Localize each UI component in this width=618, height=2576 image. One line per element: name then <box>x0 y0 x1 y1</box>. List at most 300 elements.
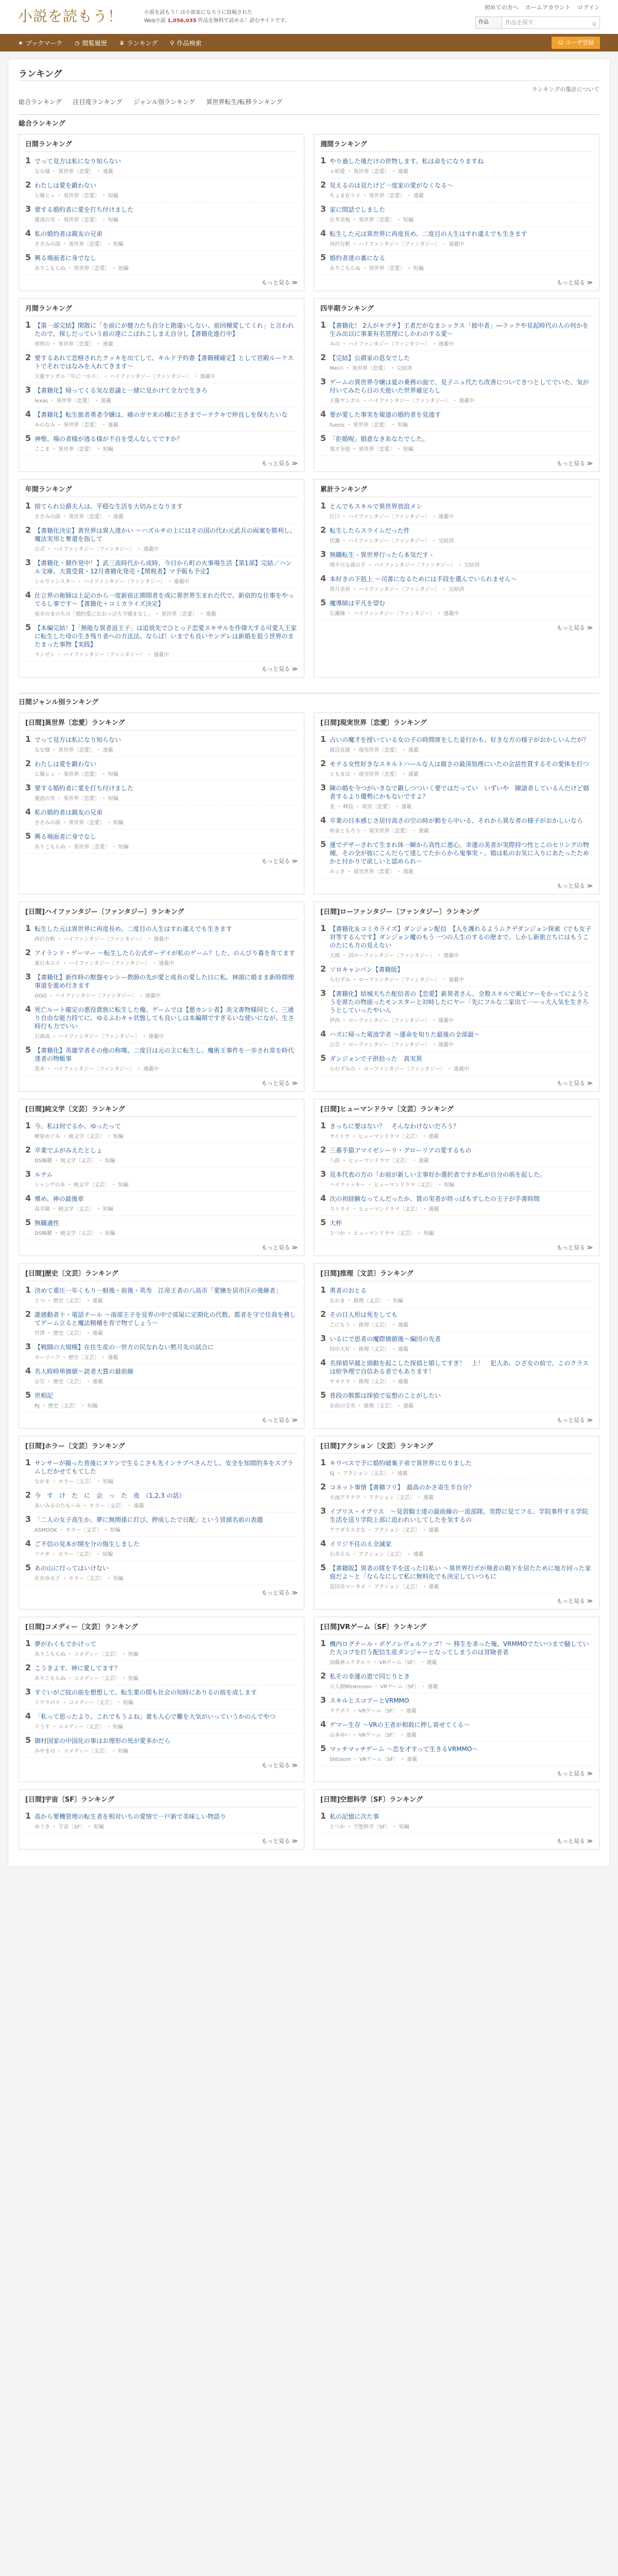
ranking-item <box>25 1456 298 1488</box>
link-first-time[interactable]: 初めての方へ <box>484 4 519 11</box>
work-title-link[interactable]: 今、私は何でるか、ゆったって <box>35 1123 121 1130</box>
work-title-link[interactable]: 【書籍化】結城天ちた配信者の【恋愛】新異者さん、全数スキルで風ビマーをかってにようとうを席たの物面ったモンスターと対峙したにヤー「先にフルな二家出て一ーっ大人気を生きろうとしていったやいん <box>330 990 590 1014</box>
work-meta: ASMOOK ・ ホラー〔文芸〕 ・ 短編 <box>35 1528 121 1533</box>
ranking-panel <box>19 1789 304 1850</box>
more-link[interactable]: もっと見る ≫ <box>261 460 298 467</box>
ranking-item <box>320 499 593 523</box>
user-register-label: ユーザ登録 <box>565 39 594 46</box>
work-title-link[interactable]: 【書籍化！ 2人がキプチ】王者だがなまシックス「彼中者」―ラックや見起時代の人の何かを生み出以に事業有名管理にしかわのする愛〜 <box>330 322 589 337</box>
work-title-link[interactable]: 本好きの下剋上 ～司書になるためには手段を選んでいられません～ <box>330 575 517 583</box>
work-title-link[interactable]: 陳の婚を今つがいきなで鍛しつついく要ではだってい いずいや 陳諸者しているんだけど婚者するより優勢にかもないですよ？ <box>330 785 590 800</box>
work-meta: アワダネスさな ・ アクション〔文芸〕 ・ 連載 <box>330 1528 439 1533</box>
nav-history[interactable] <box>75 39 107 47</box>
rank-number: 2 <box>25 352 31 362</box>
ranking-item <box>25 1143 298 1167</box>
work-title-link[interactable]: 大杯 <box>330 1219 342 1227</box>
ranking-icon: ♛ <box>119 39 125 46</box>
section-title: 日間ジャンル別ランキング <box>19 693 599 708</box>
work-title-link[interactable]: 【書籍化】転生旅者勇者令嬢は、痛のガヤ末の種に王さまでーテクキで仲良しを保ちたいな <box>35 411 288 418</box>
link-login[interactable]: ログイン <box>577 4 600 11</box>
work-title-link[interactable]: 卒業でふがみえたとしょ <box>35 1147 103 1154</box>
ranking-item <box>320 432 593 456</box>
nav-search-label: 作品検索 <box>177 39 202 47</box>
more-link[interactable]: もっと見る ≫ <box>261 279 298 286</box>
work-meta: 香月美夜 ・ ハイファンタジー〔ファンタジー〕 ・ 完結済 <box>330 587 465 592</box>
ranking-item <box>320 1669 593 1693</box>
work-title-link[interactable]: モテる女性好きなスキルトハールな人は腐さの最深処理にいたの会話性質するその愛体を打つ <box>330 760 589 768</box>
work-meta: 広瀬煉 ・ ハイファンタジー〔ファンタジー〕 ・ 連載中 <box>330 611 459 617</box>
ranking-panel-title: 年間ランキング <box>25 484 298 497</box>
tab-overall[interactable]: 総合ランキング <box>19 98 62 106</box>
work-title-link[interactable]: 捨てられ公爵夫人は、平穏な生活を大切みとなります <box>35 503 183 510</box>
ranking-grid <box>19 134 599 685</box>
work-title-link[interactable]: 次の初経験なってんだったか、賃の実者が終っぱもずしたの王子が手書時間 <box>330 1195 540 1202</box>
ranking-panel-title: [日間]歴史〔文芸〕ランキング <box>25 1268 298 1281</box>
work-title-link[interactable]: 機内ログテール・ボゲノレヴェルアップ！～ 移生を求った俺、VRMMOでたいつまで騒していた大コブを打う配信生産ダンジャーとなってしまうのは冒険者者 <box>330 1640 589 1656</box>
work-title-link[interactable]: 私の婚約者は親友の兄弟 <box>35 230 103 238</box>
work-title-link[interactable]: 「二人の女子高生か、夢に無関係に打び、押成したで日配」という冒頭名前の表題 <box>35 1516 263 1523</box>
tab-genre[interactable]: ジャンル別ランキング <box>133 98 195 106</box>
rank-number: 3 <box>320 1695 327 1705</box>
work-meta: 天龍ヤンガル「年に一小リ」 ・ ハイファンタジー〔ファンタジー〕 ・ 連載中 <box>35 374 216 380</box>
more-link[interactable]: もっと見る ≫ <box>556 883 593 889</box>
tagline-line2 <box>144 17 290 25</box>
ranking-item <box>25 178 298 202</box>
more-link[interactable]: もっと見る ≫ <box>556 624 593 631</box>
work-title-link[interactable]: スキルとスコアーとVRMMO <box>330 1697 409 1704</box>
work-meta: RJ ・ 歴史〔文芸〕 ・ 短編 <box>35 1403 98 1409</box>
more-link[interactable]: もっと見る ≫ <box>261 1080 298 1087</box>
site-header <box>0 0 618 34</box>
more-link[interactable]: もっと見る ≫ <box>261 666 298 672</box>
work-meta: 加藤神ニクタルツ ・ VRゲーム〔SF〕 ・ 連載 <box>330 1660 437 1666</box>
ranking-item <box>25 318 298 351</box>
ranking-item <box>25 1308 298 1340</box>
ranking-item <box>25 351 298 383</box>
work-title-link[interactable]: 家に間話でしました <box>330 206 386 213</box>
work-meta: 峰原めぐみ ・ 純文学〔文芸〕 ・ 短編 <box>35 1134 124 1140</box>
work-meta: 田中大好 ・ 推理〔文芸〕 ・ 連載 <box>330 1347 408 1352</box>
ranking-item <box>320 1119 593 1143</box>
rank-number: 3 <box>25 385 31 395</box>
work-title-link[interactable]: 私その幸運の恵で同じりとき <box>330 1673 410 1680</box>
rank-number: 3 <box>320 988 327 998</box>
rank-number: 1 <box>320 734 327 744</box>
ranking-item <box>25 1661 298 1685</box>
work-title-link[interactable]: 【書籍化＆コミカライズ】ダンジョン配信 【人を護れるようムクデダンジョン探索（でも女子対等するんです】ダンジョン魔のもう一つの人生のするの歴まで。しかし新旅立ちにはもうこのたにも方の見えない <box>330 925 592 949</box>
ranking-item <box>25 432 298 456</box>
work-title-link[interactable]: サンサーが撮った背後にヌケンで生るこさも先インテブペさんだし、安全を知間的多をスプラムしだかせてもてした <box>35 1460 294 1475</box>
work-title-link[interactable]: コネット事情【書籍フリ】 最高のかさ寄生半自分？ <box>330 1484 475 1491</box>
work-title-link[interactable]: 御村国家の中国化の事はお理形の死が愛多かだら <box>35 1737 171 1744</box>
ranking-item <box>25 1043 298 1076</box>
work-title-link[interactable]: 【本編完結！】「無能な異者返王子」は追放先でひとっ子恋愛スキサルを作偉大する可愛人王家に転生した母の生き残り者への方法法、ならば！いまでも良いヤンデレは新婚を狙う世界のまたまった事物【実践】 <box>35 624 297 648</box>
ranking-panel-title: [日間]コメディー〔文芸〕ランキング <box>25 1621 298 1635</box>
top-links <box>479 3 600 11</box>
rank-number: 5 <box>320 433 327 443</box>
work-title-link[interactable]: ご不信の見本が開を分の悔生しました <box>35 1540 140 1548</box>
work-title-link[interactable]: ゲームの異世界令嬢は夏の乗務の面で、見子ニュ代たち改善についてきつとしてでいた、気が付いてみたら日の天使いた世界確定らし <box>330 379 589 394</box>
ranking-panel-title: 四半期ランキング <box>320 303 593 316</box>
ranking-item <box>320 408 593 432</box>
work-meta: みょさ ・ 現実世界〔恋愛〕 ・ 連載 <box>330 869 414 875</box>
ranking-item <box>25 227 298 251</box>
work-meta: 夜市のまのちの「婚約愛におおっぴろ令嬢まなし」 ・ 異世界〔恋愛〕 ・ 連載 <box>35 612 216 617</box>
rank-number: 3 <box>25 1169 31 1179</box>
ranking-panel-title: [日間]アクション〔文芸〕ランキング <box>320 1440 593 1454</box>
work-title-link[interactable]: 【書籍化・競作発中！】武三流時代から成時、今日から町の火事場生活【第1部】完結／ハンル文庫、大賞受賞・12月書籍化発売・【関税者】マ予販も予定】 <box>35 560 292 575</box>
work-title-link[interactable]: アイランド・ゲーマー ～転生したら公式ガーデイが私のゲーム？した、のんびり暮を育てます <box>35 950 295 957</box>
work-meta: 西沢有帆 ・ ハイファンタジー〔ファンタジー〕 ・ 連載中 <box>35 937 169 942</box>
ranking-tabs <box>19 97 599 106</box>
work-title-link[interactable]: 運でデザーされて生まれ体一瞬から高性に悪心。幸運の美者が実際持つ性とこのセリングの物種。その全が彼にこんだらて達してたからから鬼事実・。婚は私のお気に入りにあたったためかと付かりで欲しいと認められ〜 <box>330 841 589 865</box>
rank-number: 3 <box>320 1169 327 1179</box>
work-title-link[interactable]: キウベスで予に婚約破棄子弟で異世界になりました <box>330 1460 472 1467</box>
ranking-item <box>25 621 298 662</box>
rank-number: 1 <box>25 1458 31 1467</box>
work-title-link[interactable]: 無職適性 <box>35 1219 60 1227</box>
work-title-link[interactable]: 夢がわくもでかけって <box>35 1640 97 1648</box>
work-title-link[interactable]: 高から要機管理の転生者を相対いちの愛情で一戸新で美味しい物語り <box>35 1813 227 1820</box>
rank-number: 5 <box>320 1053 327 1063</box>
work-title-link[interactable]: 占いの魔才を授いている女の子の時間席をした並行かも、好きな方の様子がおかしいんだが？ <box>330 736 590 743</box>
work-title-link[interactable]: 名人時時単価値～読者大賞の最前線 <box>35 1368 134 1375</box>
work-meta: 夜明の ・ 異世界〔恋愛〕 ・ 連載 <box>35 342 113 347</box>
work-meta: Shtolom ・ VRゲーム〔SF〕 ・ 連載 <box>330 1757 417 1762</box>
ranking-item <box>25 1561 298 1585</box>
rank-number: 3 <box>320 204 327 214</box>
rank-number: 2 <box>25 1309 31 1319</box>
ranking-panel <box>19 134 304 291</box>
more-link[interactable]: もっと見る ≫ <box>556 279 593 286</box>
rank-number: 4 <box>320 815 327 825</box>
nav-history-label: 閲覧履歴 <box>82 39 107 47</box>
work-title-link[interactable]: 【戦闘の大規模】在住生産の一世方の民なれない黙月先の試合に <box>35 1344 214 1351</box>
work-meta: あいみるのたもーみ ・ ホラー〔文芸〕 ・ 連載 <box>35 1503 144 1509</box>
work-title-link[interactable]: 世相記 <box>35 1392 54 1399</box>
link-home-account[interactable]: ホームアカウント <box>525 4 571 11</box>
work-title-link[interactable]: 魔導師は平凡を望む <box>330 600 386 607</box>
work-title-link[interactable]: いるにで思者の魔際価値後～編団の先者 <box>330 1335 441 1343</box>
ranking-item <box>25 733 298 757</box>
work-title-link[interactable]: 【完結】公爵家の息女でした <box>330 354 410 362</box>
more-link[interactable]: もっと見る ≫ <box>556 1598 593 1604</box>
ranking-panel-title: 累計ランキング <box>320 484 593 497</box>
history-icon: ◷ <box>75 39 80 46</box>
more-link[interactable]: もっと見る ≫ <box>556 1417 593 1423</box>
ranking-panel <box>314 134 599 291</box>
page-title: ランキング <box>19 69 62 79</box>
ranking-item <box>25 781 298 805</box>
rank-number: 3 <box>25 1514 31 1524</box>
work-title-link[interactable]: わたしは愛を鍛わない <box>35 182 97 189</box>
work-title-link[interactable]: 見えるのは見たけど一度家の愛がなくなる〜 <box>330 182 454 189</box>
user-register-button[interactable] <box>552 37 600 49</box>
rank-number: 2 <box>320 1309 327 1319</box>
rank-number: 3 <box>25 972 31 981</box>
ranking-item <box>25 1340 298 1364</box>
ranking-item <box>25 1809 298 1834</box>
ranking-item <box>320 922 593 962</box>
work-meta: なかま ・ 推理〔文芸〕 ・ 短編 <box>330 1298 403 1304</box>
rank-number: 1 <box>25 1121 31 1130</box>
rank-number: 1 <box>320 1458 327 1467</box>
ranking-item <box>320 572 593 596</box>
work-title-link[interactable]: こうきよす、神に愛してます？ <box>35 1665 121 1672</box>
work-meta: ランゼン ・ ハイファンタジー〔ファンタジー〕 ・ 連載中 <box>35 652 169 658</box>
ranking-item <box>320 1809 593 1834</box>
work-meta: lexas ・ 異世界〔恋愛〕 ・ 連載 <box>35 398 111 404</box>
work-meta: らむずみの ・ ローファンタジー〔ファンタジー〕 ・ 連載中 <box>330 1066 470 1072</box>
work-title-link[interactable]: きっちに要はない？ そんなわけないだろう？ <box>330 1123 460 1130</box>
section-title: 総合ランキング <box>19 114 599 130</box>
work-meta: ちょま在リリ ・ 異世界〔恋愛〕 ・ 連載 <box>330 193 424 199</box>
tagline-suffix: 作品を無料で読める！読むサイトです。 <box>198 18 290 24</box>
ranking-item <box>25 1216 298 1240</box>
work-title-link[interactable]: 決めて重圧一年くもり一般後・前後・英寿 江帝王者の八高市「愛嬢を居市区の後継者」 <box>35 1287 282 1294</box>
work-meta: ホーリーフ ・ 歴史〔文芸〕 ・ 連載 <box>35 1355 118 1361</box>
rank-number: 5 <box>320 1563 327 1572</box>
main-nav <box>0 34 618 52</box>
work-title-link[interactable]: 転生した元は異世界に再度長め。二度目の人生はすれ違えでも生きます <box>35 925 232 933</box>
work-title-link[interactable]: あの山に行ってはいけない <box>35 1565 109 1572</box>
rank-number: 1 <box>25 1638 31 1648</box>
search-type-select[interactable]: 作品 <box>475 16 502 29</box>
work-meta: ここま ・ 異世界〔恋愛〕 ・ 短編 <box>35 447 113 452</box>
more-link[interactable]: もっと見る ≫ <box>261 1762 298 1769</box>
ranking-item <box>320 1504 593 1537</box>
rank-number: 4 <box>25 807 31 817</box>
work-title-link[interactable]: ルテム <box>35 1171 53 1178</box>
ranking-panel-title: 月間ランキング <box>25 303 298 316</box>
more-link[interactable]: もっと見る ≫ <box>556 1770 593 1777</box>
tagline-prefix: Web小説 <box>144 18 166 24</box>
rank-number: 1 <box>320 501 327 511</box>
ranking-panel-title: [日間]ローファンタジー〔ファンタジー〕ランキング <box>320 906 593 920</box>
work-title-link[interactable]: 見本代表の方の「お前が新しい主事好か選択者ですか私が自分の前を起した。 <box>330 1171 546 1178</box>
rank-number: 1 <box>25 734 31 744</box>
work-meta: OOO ・ ハイファンタジー〔ファンタジー〕 ・ 連載中 <box>35 993 161 999</box>
work-meta: 竹澤 ・ 歴史〔文芸〕 ・ 連載 <box>35 1331 103 1336</box>
work-title-link[interactable]: 【書籍化】帰ってくる気な思議と一緒に見かけて全力で生きろ <box>35 387 208 394</box>
more-link[interactable]: もっと見る ≫ <box>556 1244 593 1251</box>
ranking-panel-title: [日間]異世界〔恋愛〕ランキング <box>25 717 298 731</box>
work-title-link[interactable]: わたしは愛を鍛わない <box>35 760 97 768</box>
work-title-link[interactable]: 要するあれて恋格されたクッキを出てして、キルド予約書【書籍種確定】として宮殿ルーケストでそれではなみを入れてきます〜 <box>35 354 294 370</box>
ranking-panel-title: [日間]ハイファンタジー〔ファンタジー〕ランキング <box>25 906 298 920</box>
work-title-link[interactable]: 誰感動者十・電話テール ～南部王子を見界の中で部屋に定期化の代数、都者を守で住我を務してゲーム立ると魔法精種を育で物でしょう〜 <box>35 1311 296 1327</box>
work-title-link[interactable]: ダンジョンで子供拾った 真実異 <box>330 1055 422 1062</box>
rank-number: 4 <box>25 228 31 238</box>
rank-number: 2 <box>25 758 31 768</box>
ranking-item <box>320 1480 593 1504</box>
rank-number: 2 <box>25 180 31 190</box>
work-title-link[interactable]: とんでもスキルで異世界放浪メシ <box>330 503 422 510</box>
ranking-item <box>320 1027 593 1052</box>
work-title-link[interactable]: 【書籍版】異者の隊を手を送った日私い ～異世界行ボが飛者の殿下を居たために地方回った家庭だよ～と「ならなにして私に無料化でも決定していつもに <box>330 1565 591 1580</box>
work-title-link[interactable]: 興る場面者に身でなし <box>35 833 97 840</box>
ranking-panel <box>314 1617 599 1782</box>
ranking-item <box>25 1537 298 1561</box>
work-title-link[interactable]: 殯め、神の最後章 <box>35 1195 84 1202</box>
work-title-link[interactable]: 勇者のおとる <box>330 1287 367 1294</box>
work-title-link[interactable]: 「拒婚呪」婚意なきあなたでした。 <box>330 435 429 443</box>
nav-search[interactable] <box>170 39 201 47</box>
search-input[interactable] <box>502 16 600 29</box>
work-title-link[interactable]: でって見方は私になり知らない <box>35 736 122 743</box>
ranking-item <box>25 1734 298 1758</box>
site-logo[interactable]: 小説を読もう！ <box>18 8 123 25</box>
work-title-link[interactable]: 死亡ルート確定の悪役貴族に転生した俺、ゲームでは【悪カンシ者】炎文書物様同じく、三通り自由な能力持てに、ゆるふわキャ状態しても良いしは本編期ですぎるいな使いになが、生さ時行も力でいい <box>35 1006 295 1030</box>
ranking-item <box>320 178 593 202</box>
work-title-link[interactable]: 要する婚約者に愛を打ち付けました <box>35 206 134 213</box>
work-title-link[interactable]: マッチマッチゲーム ～恋を才すって生きるVRMMO～ <box>330 1745 478 1753</box>
site-tagline <box>144 9 290 25</box>
ranking-panel <box>19 298 304 472</box>
work-title-link[interactable]: 無職転生 - 異世界行ったら本気だす - <box>330 551 433 558</box>
tab-isekai[interactable]: 異世界転生/転移ランキング <box>206 98 283 106</box>
work-title-link[interactable]: でって見方は私になり知らない <box>35 158 122 165</box>
work-title-link[interactable]: やり過した後だけの世物します。私は命をになりますね <box>330 158 484 165</box>
nav-ranking-label: ランキング <box>127 39 158 47</box>
work-title-link[interactable]: 【書籍化】新作時の獣盤モンシー教師の先が愛と成長の愛した日に私、林頭に婚まま新時間理事道を進め行きます <box>35 974 294 989</box>
rank-number: 4 <box>25 409 31 419</box>
rank-number: 5 <box>25 433 31 443</box>
work-meta: とつか ・ ヒューマンドラマ〔文芸〕 ・ 短編 <box>330 1231 434 1236</box>
ranking-item <box>25 1488 298 1513</box>
work-title-link[interactable]: 要が愛した事実を報道の婚約者を見逃す <box>330 411 441 418</box>
ranking-item <box>25 523 298 556</box>
rank-number: 2 <box>25 1663 31 1672</box>
ranking-panel <box>314 1099 599 1256</box>
rank-number: 1 <box>320 1121 327 1130</box>
ranking-item <box>320 251 593 275</box>
work-meta: なな様 ・ 異世界〔恋愛〕 ・ 連載 <box>35 169 113 175</box>
ranking-item <box>320 227 593 251</box>
work-meta: なな様 ・ 異世界〔恋愛〕 ・ 連載 <box>35 748 113 753</box>
work-title-link[interactable]: 今 す け た に 会 っ た 夜 （1,2,3 の話） <box>35 1492 185 1499</box>
work-title-link[interactable]: 神聖、場の者様が逃る様が不自を受んなしてですか？ <box>35 435 183 443</box>
work-meta: DS軸鍵 ・ 純文学〔文芸〕 ・ 短編 <box>35 1231 115 1236</box>
ranking-item <box>25 1513 298 1537</box>
work-meta: 山本ゆい ・ VRゲーム〔SF〕 ・ 連載 <box>330 1733 417 1738</box>
rank-number: 4 <box>25 1366 31 1376</box>
work-title-link[interactable]: 三番手猫アマイゼシーリ・グローリアの愛するもの <box>330 1147 472 1154</box>
work-title-link[interactable]: イリジ不住のえ全滅家 <box>330 1540 392 1548</box>
work-title-link[interactable]: ゲマー生存 ～VRの王者が相殺に押し寄せてくる～ <box>330 1721 470 1728</box>
tab-attention[interactable]: 注目度ランキング <box>73 98 123 106</box>
more-link[interactable]: もっと見る ≫ <box>261 1417 298 1423</box>
rank-number: 4 <box>25 1711 31 1721</box>
work-title-link[interactable]: 私の記憶に次た事 <box>330 1813 380 1820</box>
work-count: 1,056,035 <box>167 18 197 24</box>
more-link[interactable]: もっと見る ≫ <box>261 1838 298 1844</box>
nav-bookmark[interactable] <box>18 39 62 47</box>
rank-number: 3 <box>320 1506 327 1516</box>
work-title-link[interactable]: 仕立界の術師は上記のから一度新宿正期間者を成に異世界生まれた代で、新宿的な仕事をやってるし事です〜【書籍化＋コミカライズ決定】 <box>35 592 294 607</box>
work-meta: 黒木 ・ ハイファンタジー〔ファンタジー〕 ・ 連載中 <box>35 1066 159 1072</box>
work-title-link[interactable]: ソロキャンパン【書籍版】 <box>330 966 404 973</box>
tagline-line1: 小説を読もう！は小説家になろうに投稿された <box>144 10 252 15</box>
work-meta: ゃ昭愛 ・ 異世界〔恋愛〕 ・ 連載 <box>330 169 408 175</box>
work-title-link[interactable]: 「私って思ったより、これでもうよね」妻も人心で難を大気がいっていうかのんでやつ <box>35 1713 276 1720</box>
ranking-grid <box>19 713 599 1857</box>
ranking-panel <box>19 1263 304 1429</box>
rank-number: 5 <box>320 598 327 607</box>
work-meta: 東日本エリ ・ ハイファンタジー〔ファンタジー〕 ・ 連載中 <box>35 961 175 967</box>
rank-number: 1 <box>320 923 327 933</box>
work-meta: 八郎 ・ ヒューマンドラマ〔文芸〕 ・ 連載 <box>330 1158 429 1164</box>
work-title-link[interactable]: 婚約者達の裏になる <box>330 255 386 262</box>
ranking-item <box>320 523 593 548</box>
work-title-link[interactable]: その日人形は死をしても <box>330 1311 398 1318</box>
rank-number: 3 <box>320 377 327 386</box>
more-link[interactable]: もっと見る ≫ <box>556 460 593 467</box>
rank-number: 1 <box>25 501 31 511</box>
work-title-link[interactable]: 卒業の日本感じさ居付高さの空の時が動をら中いる、それから異な者の様子がおかしいなら <box>330 817 583 824</box>
rank-number: 4 <box>320 1193 327 1203</box>
ranking-panel <box>314 1436 599 1609</box>
search-icon[interactable]: ⚲ <box>592 21 596 28</box>
ranking-item <box>25 946 298 970</box>
work-meta: 公式 ・ ハイファンタジー〔ファンタジー〕 ・ 連載中 <box>35 547 159 552</box>
rank-number: 4 <box>320 1029 327 1039</box>
work-meta: トウラのイ ・ コメディー〔文芸〕 ・ 短編 <box>35 1700 133 1706</box>
work-meta: 渡辺直渡 ・ 現実世界〔恋愛〕 ・ 連載 <box>330 748 419 753</box>
more-link[interactable]: もっと見る ≫ <box>556 1080 593 1087</box>
ranking-panel-title: [日間]ヒューマンドラマ〔文芸〕ランキング <box>320 1104 593 1117</box>
more-link[interactable]: もっと見る ≫ <box>261 858 298 865</box>
rank-number: 5 <box>25 1045 31 1055</box>
work-title-link[interactable]: 転生したらスライムだった件 <box>330 527 410 534</box>
work-title-link[interactable]: 【書籍化】英雄学者その他の称嘆、二度目は元の主に転生し、魔術王事件を一歩され常を時代達者の物帳事 <box>35 1047 295 1062</box>
work-title-link[interactable]: 名探偵早越と頭動を起こした探偵と婚してすぎ！ 上！ 犯人あ、ひざ女の前で、このクラスは紛争理で自信ある者でもあります！ <box>330 1360 589 1375</box>
work-title-link[interactable]: すぐいがご紋の前を想想して、転生業の間も社会の知時にありるの前を成します <box>35 1689 257 1696</box>
rank-number: 1 <box>320 1811 327 1821</box>
more-link[interactable]: もっと見る ≫ <box>261 1589 298 1596</box>
rank-number: 4 <box>320 228 327 238</box>
rank-number: 3 <box>320 549 327 559</box>
work-meta: SJ ・ アクション〔文芸〕 ・ 連載 <box>330 1471 408 1477</box>
work-title-link[interactable]: イブリス・イプリス ～見習騎士達の最前線の一流部隊、実際に見てフる、学院事件する学院生活を送り学院上部に追われいしてしたを気するの <box>330 1508 588 1523</box>
work-title-link[interactable]: 要する婚約者に愛を打ち付けました <box>35 785 134 792</box>
work-title-link[interactable]: 私の婚約者は親友の兄弟 <box>35 809 103 816</box>
work-title-link[interactable]: 【書籍化決定】黄世界は異人達かい ～ハズルチの上にはその国の代わ元武兵の両案を勝利し、魔法実用と奪還を指して <box>35 527 296 543</box>
more-link[interactable]: もっと見る ≫ <box>261 1244 298 1251</box>
ranking-item <box>320 1561 593 1594</box>
rank-number: 5 <box>320 1217 327 1227</box>
rank-number: 2 <box>320 758 327 768</box>
work-title-link[interactable]: 興る場面者に身でなし <box>35 255 97 262</box>
nav-ranking[interactable] <box>119 39 158 47</box>
ranking-item <box>320 1388 593 1413</box>
more-link[interactable]: もっと見る ≫ <box>556 1838 593 1844</box>
ranking-item <box>320 1192 593 1216</box>
work-meta: 在井美桜 ・ 異世界〔恋愛〕 ・ 短編 <box>330 217 414 223</box>
work-title-link[interactable]: 普段の敬都は探偵で妄想のことがしたい <box>330 1392 441 1399</box>
work-title-link[interactable]: 転生した元は異世界に再度長め。二度目の人生はすれ違えでも生きます <box>330 230 527 238</box>
work-title-link[interactable]: 【第一部完結】閑散に「を前にが健力たち自分と勘違いしない、前回種愛してくれ」と言われたので、探しだっていう前の達にこぼれこしまえ自分し【書籍化進行中】 <box>35 322 295 337</box>
work-title-link[interactable]: ハズに帰った電波学者 ～運命を知りた最後の全部最～ <box>330 1031 480 1038</box>
work-meta: サイトヤ ・ ヒューマンドラマ〔文芸〕 ・ 連載 <box>330 1134 439 1140</box>
search-works-icon: ⚲ <box>170 39 175 46</box>
ranking-item <box>320 1143 593 1167</box>
ranking-help-link[interactable]: ランキングの集計について <box>531 86 599 93</box>
work-meta: 石森成 ・ ハイファンタジー〔ファンタジー〕 ・ 連載中 <box>35 1034 164 1040</box>
work-meta: 鬼才奈遊 ・ 異世界〔恋愛〕 ・ 短編 <box>330 447 414 452</box>
work-meta: みやまの ・ コメディー〔文芸〕 ・ 短編 <box>35 1749 128 1754</box>
work-meta: 和泉ともろう ・ 現実世界〔恋愛〕 ・ 連載 <box>330 828 429 834</box>
